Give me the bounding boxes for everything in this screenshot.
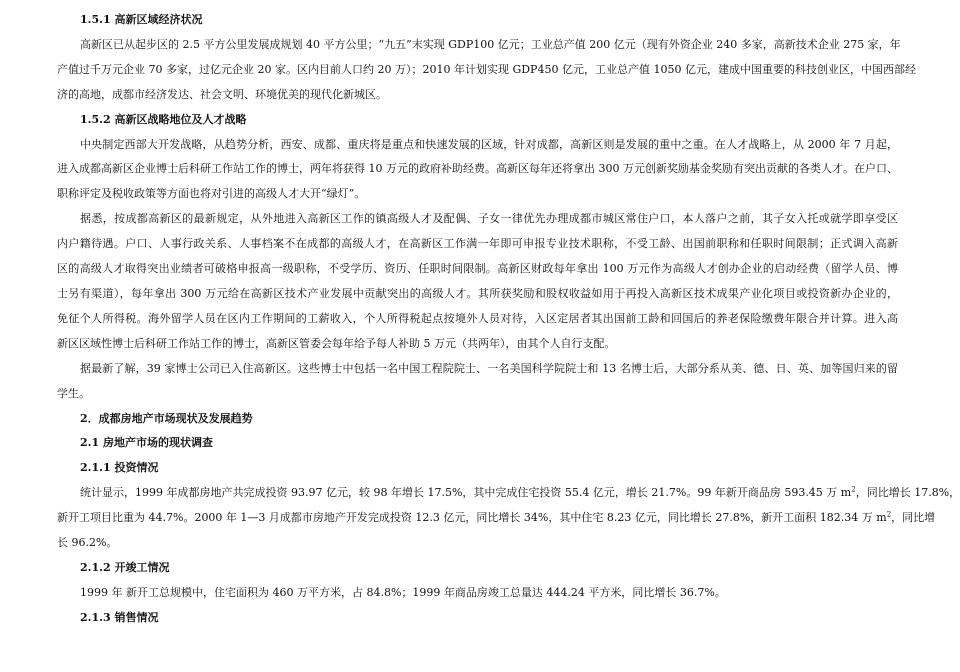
paragraph-line: 新区区域性博士后科研工作站工作的博士，高新区管委会每年给予每人补助 5 万元（共两年），由其个人自行支配。 — [57, 336, 616, 350]
paragraph-line: 长 96.2%。 — [57, 536, 118, 550]
paragraph-line: 区的高级人才取得突出业绩者可破格申报高一级职称，不受学历、资历、任职时间限制。高新区财政每年拿出 100 万元作为高级人才创办企业的启动经费（留学人员、博 — [57, 262, 898, 276]
section-heading-1-5-1: 1.5.1 高新区域经济状况 — [80, 13, 203, 26]
paragraph-line: 据悉，按成都高新区的最新规定，从外地进入高新区工作的镇高级人才及配偶、子女一律优先办理成都市城区常住户口，本人落户之前，其子女入托或就学即享受区 — [80, 212, 898, 226]
superscript: 2 — [851, 485, 856, 494]
paragraph-line: 济的高地，成都市经济发达、社会文明、环境优美的现代化新城区。 — [57, 87, 387, 101]
text-run: 统计显示，1999 年成都房地产共完成投资 93.97 亿元，较 98 年增长 17.5%，其中完成住宅投资 55.4 亿元，增长 21.7%。99 年新开商品房 593.45 万 m — [80, 486, 852, 500]
paragraph-line: 1999 年 新开工总规模中，住宅面积为 460 万平方米，占 84.8%；1999 年商品房竣工总量达 444.24 平方米，同比增长 36.7%。 — [80, 585, 726, 599]
text-run: ，同比增 — [891, 511, 936, 525]
paragraph-line: 据最新了解，39 家博士公司已入住高新区。这些博士中包括一名中国工程院院士、一名美国科学院院士和 13 名博士后，大部分系从美、德、日、英、加等国归来的留 — [80, 361, 898, 375]
paragraph-line: 产值过千万元企业 70 多家，过亿元企业 20 家。区内目前人口约 20 万）；2010 年计划实现 GDP450 亿元，工业总产值 1050 亿元，建成中国重要的科技创业区，中国西部经 — [57, 62, 916, 76]
text-run: ，同比增长 17.8%， — [855, 486, 960, 500]
section-heading-2-1-2: 2.1.2 开竣工情况 — [80, 560, 170, 574]
paragraph-line: 内户籍待遇。户口、人事行政关系、人事档案不在成都的高级人才，在高新区工作满一年即可申报专业技术职称，不受工龄、出国前职称和任职时间限制；正式调入高新 — [57, 237, 898, 251]
section-heading-1-5-2: 1.5.2 高新区战略地位及人才战略 — [80, 112, 247, 126]
section-heading-2-1-3: 2.1.3 销售情况 — [80, 610, 159, 624]
section-heading-2: 2．成都房地产市场现状及发展趋势 — [80, 411, 253, 425]
paragraph-line — [57, 506, 936, 531]
paragraph-line — [57, 481, 960, 506]
paragraph-line: 高新区已从起步区的 2.5 平方公里发展成规划 40 平方公里；“九五”末实现 GDP100 亿元；工业总产值 200 亿元（现有外资企业 240 多家，高新技术企业 275 家，年 — [80, 37, 901, 51]
superscript: 2 — [886, 510, 892, 519]
section-heading-2-1: 2.1 房地产市场的现状调查 — [80, 436, 213, 450]
text-run: 新开工项目比重为 44.7%。2000 年 1—3 月成都市房地产开发完成投资 12.3 亿元，同比增长 34%，其中住宅 8.23 亿元，同比增长 27.8%，新开工面积 182.34 万 m — [57, 511, 887, 525]
section-heading-2-1-1: 2.1.1 投资情况 — [80, 461, 159, 475]
paragraph-line: 中央制定西部大开发战略，从趋势分析，西安、成都、重庆将是重点和快速发展的区域，针对成都，高新区则是发展的重中之重。在人才战略上，从 2000 年 7 月起， — [80, 137, 898, 151]
paragraph-line: 士另有渠道），每年拿出 300 万元给在高新区技术产业发展中贡献突出的高级人才。其所获奖励和股权收益如用于再投入高新区技术成果产业化项目或投资新办企业的， — [57, 286, 898, 300]
paragraph-line: 学生。 — [57, 386, 90, 400]
paragraph-line: 进入成都高新区企业博士后科研工作站工作的博士，两年将获得 10 万元的政府补助经费。高新区每年还将拿出 300 万元创新奖励基金奖励有突出贡献的各类人才。在户口、 — [57, 162, 898, 176]
paragraph-line: 职称评定及税收政策等方面也将对引进的高级人才大开“绿灯”。 — [57, 187, 366, 201]
paragraph-line: 免征个人所得税。海外留学人员在区内工作期间的工薪收入，个人所得税起点按境外人员对待，入区定居者其出国前工龄和回国后的养老保险缴费年限合并计算。进入高 — [57, 311, 898, 325]
